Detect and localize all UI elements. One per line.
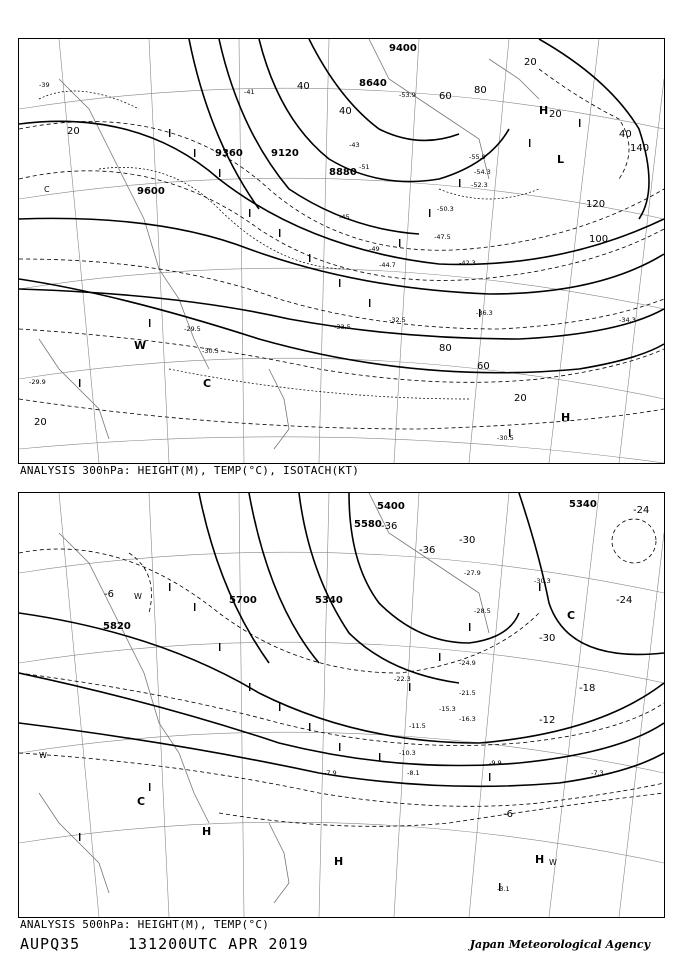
svg-text:40: 40 [619,129,632,140]
svg-text:-6: -6 [104,589,114,600]
svg-text:20: 20 [514,393,527,404]
agency-name: Japan Meteorological Agency [469,938,650,951]
height-label: 9400 [389,43,417,54]
high-marker: H [202,825,212,838]
svg-text:-43: -43 [349,141,360,149]
svg-text:-9.9: -9.9 [489,759,502,767]
svg-text:40: 40 [297,81,310,92]
svg-text:20: 20 [549,109,562,120]
height-label: 5400 [377,501,405,512]
svg-text:-49: -49 [369,245,380,253]
svg-text:-30.5: -30.5 [202,347,219,355]
height-label: 9600 [137,186,165,197]
svg-text:-28.5: -28.5 [474,607,491,615]
svg-text:-52.3: -52.3 [471,181,488,189]
cold-marker: C [567,609,576,622]
height-label: 8880 [329,167,357,178]
map-panel-300hpa [18,38,665,464]
svg-text:-47.5: -47.5 [434,233,451,241]
svg-text:-8.1: -8.1 [407,769,420,777]
svg-text:-15.3: -15.3 [439,705,456,713]
bulletin-code: AUPQ35 [20,935,81,953]
svg-text:-42.3: -42.3 [459,259,476,267]
height-label: 5820 [103,621,131,632]
svg-text:-7.9: -7.9 [324,769,337,777]
svg-text:-55.9: -55.9 [469,153,486,161]
station-marks [79,583,540,891]
height-label: 9360 [215,148,243,159]
high-marker: H [561,411,571,424]
svg-text:-24: -24 [633,505,650,516]
temp-labels-500 [104,505,649,820]
svg-text:-29.5: -29.5 [184,325,201,333]
svg-text:100: 100 [589,234,609,245]
cold-marker: C [137,795,146,808]
svg-text:-36.3: -36.3 [476,309,493,317]
high-marker: H [539,104,549,117]
warm-marker: W [134,592,142,601]
svg-text:-30.5: -30.5 [497,434,514,442]
svg-text:-44.7: -44.7 [379,261,396,269]
warm-marker: W [549,858,557,867]
cold-marker: C [44,185,50,194]
svg-text:-45: -45 [339,213,350,221]
height-label: 5340 [569,499,597,510]
svg-text:-32.5: -32.5 [389,316,406,324]
high-marker: H [334,855,344,868]
svg-text:-29.9: -29.9 [29,378,46,386]
svg-text:-30: -30 [539,633,556,644]
svg-text:-36: -36 [381,521,398,532]
graticule [19,493,664,917]
svg-text:-39: -39 [39,81,50,89]
svg-text:-24: -24 [616,595,633,606]
map-panel-500hpa [18,492,665,918]
coastline [39,39,539,449]
height-label: 5580 [354,519,382,530]
svg-text:80: 80 [474,85,487,96]
svg-text:-51: -51 [359,163,370,171]
svg-text:40: 40 [339,106,352,117]
svg-text:-30: -30 [459,535,476,546]
svg-text:-16.3: -16.3 [459,715,476,723]
height-contours [19,493,664,786]
svg-text:-34.3: -34.3 [619,316,636,324]
svg-text:-12: -12 [539,715,556,726]
map-500hpa-canvas [19,493,664,917]
caption-300hpa: ANALYSIS 300hPa: HEIGHT(M), TEMP(°C), ISOTACH(KT) [20,464,360,477]
svg-text:20: 20 [524,57,537,68]
high-marker: H [535,853,545,866]
svg-text:-3.1: -3.1 [497,885,510,893]
svg-text:-24.9: -24.9 [459,659,476,667]
svg-text:-22.3: -22.3 [394,675,411,683]
svg-text:-18: -18 [579,683,596,694]
valid-time: 131200UTC APR 2019 [128,935,309,953]
svg-text:60: 60 [477,361,490,372]
svg-text:-11.5: -11.5 [409,722,426,730]
svg-text:-6: -6 [503,809,513,820]
svg-text:-21.5: -21.5 [459,689,476,697]
height-label: 9120 [271,148,299,159]
height-label: 5700 [229,595,257,606]
temperature-lines [19,519,664,826]
svg-text:20: 20 [67,126,80,137]
svg-text:-54.3: -54.3 [474,168,491,176]
svg-text:80: 80 [439,343,452,354]
cold-marker: C [203,377,212,390]
svg-text:-53.9: -53.9 [399,91,416,99]
svg-text:-10.3: -10.3 [399,749,416,757]
svg-text:-50.3: -50.3 [437,205,454,213]
svg-text:-36: -36 [419,545,436,556]
svg-text:20: 20 [34,417,47,428]
caption-500hpa: ANALYSIS 500hPa: HEIGHT(M), TEMP(°C) [20,918,270,931]
svg-text:-30.3: -30.3 [534,577,551,585]
warm-marker: W [39,751,47,760]
graticule [19,39,664,463]
svg-text:120: 120 [586,199,606,210]
height-label: 5340 [315,595,343,606]
svg-text:-27.9: -27.9 [464,569,481,577]
svg-text:60: 60 [439,91,452,102]
svg-text:-33.5: -33.5 [334,323,351,331]
temperature-lines [39,91,539,399]
isotach-lines [19,69,664,429]
svg-text:-7.3: -7.3 [591,769,604,777]
svg-text:140: 140 [630,143,650,154]
map-300hpa-canvas [19,39,664,463]
height-label: 8640 [359,78,387,89]
warm-marker: W [134,339,147,352]
temp-values-300 [29,81,636,442]
svg-text:-41: -41 [244,88,255,96]
low-marker: L [557,153,565,166]
